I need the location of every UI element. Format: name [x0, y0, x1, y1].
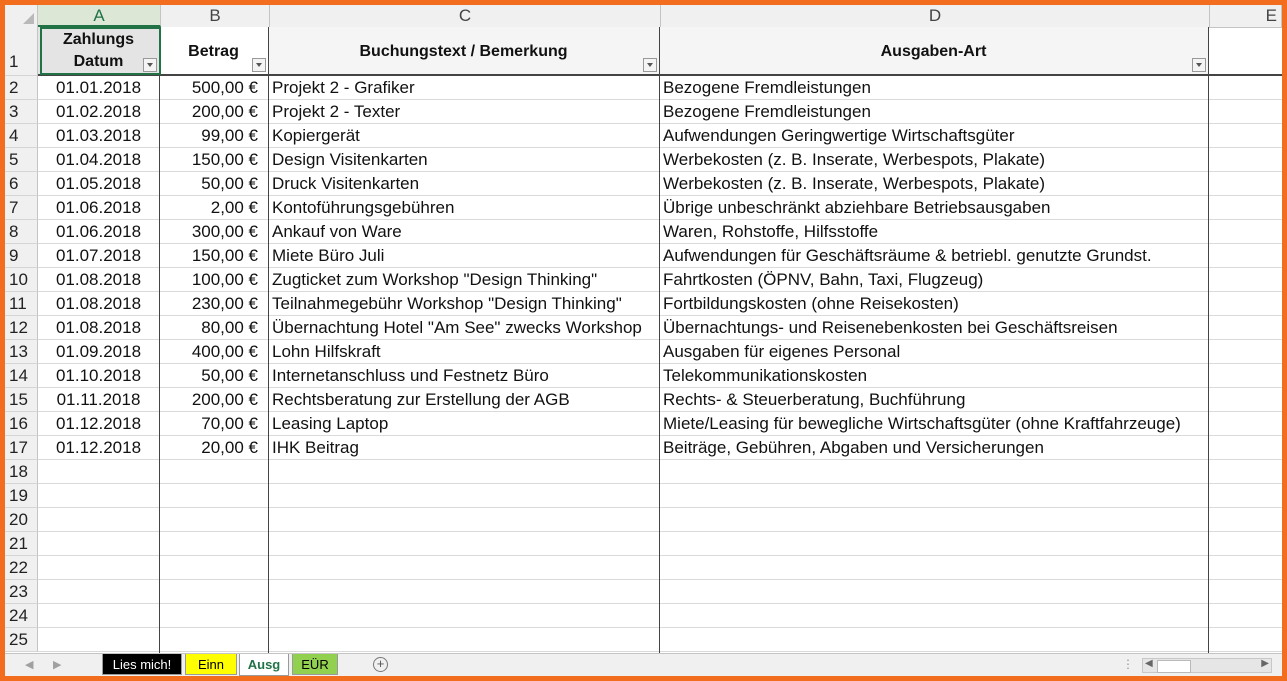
- cell-amount[interactable]: 50,00 €: [201, 174, 258, 193]
- row-header-19[interactable]: 19: [5, 484, 38, 508]
- cell-amount[interactable]: 200,00 €: [191, 102, 258, 121]
- cell-expense-type[interactable]: [659, 628, 1208, 651]
- table-row: [38, 124, 1282, 148]
- cell-booking-text[interactable]: Übernachtung Hotel "Am See" zwecks Workshop: [272, 318, 642, 337]
- cell-empty[interactable]: [1208, 364, 1282, 387]
- cell-amount[interactable]: [159, 460, 268, 483]
- cell-amount[interactable]: 70,00 €: [201, 414, 258, 433]
- table-row: [38, 436, 1282, 460]
- cell-amount[interactable]: 50,00 €: [201, 366, 258, 385]
- row-header-9[interactable]: 9: [5, 244, 38, 268]
- table-row: [38, 460, 1282, 484]
- cell-booking-text[interactable]: Miete Büro Juli: [272, 246, 385, 265]
- cell-booking-text[interactable]: Rechtsberatung zur Erstellung der AGB: [272, 390, 570, 409]
- cell-empty[interactable]: [1208, 580, 1282, 603]
- cell-booking-text[interactable]: IHK Beitrag: [272, 438, 359, 457]
- cell-amount[interactable]: 80,00 €: [201, 318, 258, 337]
- cell-amount[interactable]: 20,00 €: [201, 438, 258, 457]
- cell-empty[interactable]: [1208, 340, 1282, 363]
- cell-expense-type[interactable]: Aufwendungen Geringwertige Wirtschaftsgüter: [663, 126, 1015, 145]
- table-row: [38, 580, 1282, 604]
- add-sheet-icon[interactable]: +: [373, 657, 388, 672]
- cell-expense-type[interactable]: Werbekosten (z. B. Inserate, Werbespots, Plakate): [663, 174, 1046, 193]
- cell-booking-text[interactable]: Ankauf von Ware: [272, 222, 402, 241]
- spreadsheet-window: [5, 5, 1282, 676]
- cell-date[interactable]: 01.12.2018: [55, 414, 142, 433]
- sheet-tab-0[interactable]: Lies mich!: [102, 654, 182, 675]
- cell-expense-type[interactable]: [659, 604, 1208, 627]
- row-header-22[interactable]: 22: [5, 556, 38, 580]
- cell-date[interactable]: [38, 556, 159, 579]
- row-header-2[interactable]: 2: [5, 76, 38, 100]
- cell-amount[interactable]: 500,00 €: [191, 78, 258, 97]
- cell-booking-text[interactable]: Leasing Laptop: [272, 414, 389, 433]
- cell-date[interactable]: 01.08.2018: [55, 294, 142, 313]
- cell-empty[interactable]: [1208, 316, 1282, 339]
- column-border-d: [1208, 27, 1209, 653]
- cell-date[interactable]: 01.09.2018: [55, 342, 142, 361]
- cell-empty[interactable]: [1208, 436, 1282, 459]
- cell-date[interactable]: 01.02.2018: [55, 102, 142, 121]
- cell-date[interactable]: 01.04.2018: [55, 150, 142, 169]
- scroll-left-icon[interactable]: ◀: [1145, 658, 1153, 669]
- row-header-24[interactable]: 24: [5, 604, 38, 628]
- cell-expense-type[interactable]: Übernachtungs- und Reisenebenkosten bei Geschäftsreisen: [663, 318, 1118, 337]
- row-header-25[interactable]: 25: [5, 628, 38, 652]
- cell-expense-type[interactable]: Bezogene Fremdleistungen: [663, 78, 871, 97]
- header-cell-ausgaben-art[interactable]: [659, 27, 1208, 74]
- cell-amount[interactable]: [159, 604, 268, 627]
- cell-date[interactable]: 01.01.2018: [55, 78, 142, 97]
- cell-booking-text[interactable]: [268, 508, 659, 531]
- cell-expense-type[interactable]: Ausgaben für eigenes Personal: [663, 342, 901, 361]
- cell-booking-text[interactable]: Projekt 2 - Texter: [272, 102, 401, 121]
- cell-amount[interactable]: 150,00 €: [191, 150, 258, 169]
- cell-empty[interactable]: [1208, 460, 1282, 483]
- cell-date[interactable]: [38, 628, 159, 651]
- cell-date[interactable]: 01.07.2018: [55, 246, 142, 265]
- table-row: [38, 628, 1282, 652]
- sheet-tab-3[interactable]: EÜR: [292, 654, 338, 675]
- column-border-a: [159, 27, 160, 653]
- table-row: [38, 172, 1282, 196]
- cell-expense-type[interactable]: Fahrtkosten (ÖPNV, Bahn, Taxi, Flugzeug): [663, 270, 984, 289]
- cell-booking-text[interactable]: [268, 556, 659, 579]
- horizontal-scrollbar[interactable]: [1142, 658, 1272, 673]
- row-header-3[interactable]: 3: [5, 100, 38, 124]
- splitter-dots-icon[interactable]: ⋮: [1122, 657, 1134, 671]
- cell-empty[interactable]: [1208, 196, 1282, 219]
- cell-empty[interactable]: [1208, 388, 1282, 411]
- cell-amount[interactable]: 100,00 €: [191, 270, 258, 289]
- prev-sheet-icon[interactable]: ◀: [25, 659, 34, 671]
- column-header-a[interactable]: A: [38, 5, 161, 27]
- cell-date[interactable]: 01.11.2018: [56, 390, 141, 409]
- cell-date[interactable]: [38, 484, 159, 507]
- header-cell-betrag[interactable]: [159, 27, 268, 74]
- table-row: [38, 388, 1282, 412]
- row-header-17[interactable]: 17: [5, 436, 38, 460]
- scrollbar-thumb[interactable]: [1157, 660, 1191, 673]
- row-header-6[interactable]: 6: [5, 172, 38, 196]
- cell-amount[interactable]: 300,00 €: [191, 222, 258, 241]
- column-header-d[interactable]: D: [661, 5, 1210, 27]
- cell-empty[interactable]: [1208, 220, 1282, 243]
- cell-empty[interactable]: [1208, 124, 1282, 147]
- filter-dropdown-icon[interactable]: [1192, 58, 1206, 72]
- table-row: [38, 556, 1282, 580]
- cell-booking-text[interactable]: [268, 460, 659, 483]
- row-header-7[interactable]: 7: [5, 196, 38, 220]
- cell-amount[interactable]: [159, 556, 268, 579]
- row-header-1[interactable]: 1: [5, 27, 38, 76]
- cell-booking-text[interactable]: [268, 580, 659, 603]
- select-all-corner[interactable]: [5, 5, 38, 27]
- row-header-23[interactable]: 23: [5, 580, 38, 604]
- header-cell-zahlungs-datum[interactable]: [38, 27, 159, 74]
- cell-empty[interactable]: [1208, 100, 1282, 123]
- column-border-b: [268, 27, 269, 653]
- cell-empty[interactable]: [1208, 172, 1282, 195]
- cell-booking-text[interactable]: Internetanschluss und Festnetz Büro: [272, 366, 549, 385]
- column-header-c[interactable]: C: [270, 5, 661, 27]
- row-header-8[interactable]: 8: [5, 220, 38, 244]
- next-sheet-icon[interactable]: ▶: [53, 659, 62, 671]
- table-row: [38, 484, 1282, 508]
- table-row: [38, 292, 1282, 316]
- cell-amount[interactable]: 2,00 €: [210, 198, 258, 217]
- column-header-e[interactable]: E: [1210, 5, 1282, 27]
- cell-expense-type[interactable]: Rechts- & Steuerberatung, Buchführung: [663, 390, 966, 409]
- row-header-13[interactable]: 13: [5, 340, 38, 364]
- cell-empty[interactable]: [1208, 412, 1282, 435]
- table-row: [38, 76, 1282, 100]
- table-header-row: [38, 27, 1282, 76]
- table-row: [38, 220, 1282, 244]
- cell-date[interactable]: 01.08.2018: [55, 270, 142, 289]
- cell-expense-type[interactable]: Werbekosten (z. B. Inserate, Werbespots, Plakate): [663, 150, 1046, 169]
- cell-amount[interactable]: 150,00 €: [191, 246, 258, 265]
- cell-amount[interactable]: 99,00 €: [201, 126, 258, 145]
- cell-empty[interactable]: [1208, 484, 1282, 507]
- table-row: [38, 508, 1282, 532]
- cell-expense-type[interactable]: [659, 580, 1208, 603]
- cell-amount[interactable]: 230,00 €: [191, 294, 258, 313]
- column-header-bar: [5, 5, 1282, 28]
- cell-date[interactable]: 01.06.2018: [55, 222, 142, 241]
- cell-empty[interactable]: [1208, 268, 1282, 291]
- row-header-12[interactable]: 12: [5, 316, 38, 340]
- cell-booking-text[interactable]: Design Visitenkarten: [272, 150, 428, 169]
- cell-expense-type[interactable]: [659, 556, 1208, 579]
- cell-amount[interactable]: 400,00 €: [191, 342, 258, 361]
- sheet-tab-bar: [5, 653, 1282, 676]
- cell-expense-type[interactable]: Beiträge, Gebühren, Abgaben und Versicherungen: [663, 438, 1044, 457]
- cell-empty[interactable]: [1208, 628, 1282, 651]
- row-header-5[interactable]: 5: [5, 148, 38, 172]
- row-header-11[interactable]: 11: [5, 292, 38, 316]
- cell-expense-type[interactable]: Miete/Leasing für bewegliche Wirtschaftsgüter (ohne Kraftfahrzeuge): [663, 414, 1181, 433]
- row-header-16[interactable]: 16: [5, 412, 38, 436]
- cell-booking-text[interactable]: Kopiergerät: [272, 126, 360, 145]
- table-row: [38, 148, 1282, 172]
- table-row: [38, 244, 1282, 268]
- cell-booking-text[interactable]: Projekt 2 - Grafiker: [272, 78, 415, 97]
- cell-date[interactable]: [38, 460, 159, 483]
- cell-booking-text[interactable]: [268, 532, 659, 555]
- cell-amount[interactable]: 200,00 €: [191, 390, 258, 409]
- cell-expense-type[interactable]: Bezogene Fremdleistungen: [663, 102, 871, 121]
- cell-amount[interactable]: [159, 580, 268, 603]
- scroll-right-icon[interactable]: ▶: [1261, 658, 1269, 669]
- cell-date[interactable]: 01.05.2018: [55, 174, 142, 193]
- cell-booking-text[interactable]: Kontoführungsgebühren: [272, 198, 455, 217]
- header-text: Ausgaben-Art: [880, 43, 987, 60]
- row-header-10[interactable]: 10: [5, 268, 38, 292]
- row-header-20[interactable]: 20: [5, 508, 38, 532]
- column-header-b[interactable]: B: [161, 5, 270, 27]
- cell-expense-type[interactable]: Waren, Rohstoffe, Hilfsstoffe: [663, 222, 879, 241]
- filter-dropdown-icon[interactable]: [143, 58, 157, 72]
- header-text: Betrag: [188, 43, 239, 60]
- cell-empty[interactable]: [1208, 556, 1282, 579]
- row-header-4[interactable]: 4: [5, 124, 38, 148]
- table-row: [38, 340, 1282, 364]
- cell-expense-type[interactable]: Übrige unbeschränkt abziehbare Betriebsausgaben: [663, 198, 1051, 217]
- table-row: [38, 196, 1282, 220]
- header-cell-buchungstext[interactable]: [268, 27, 659, 74]
- cell-empty[interactable]: [1208, 532, 1282, 555]
- cell-date[interactable]: 01.03.2018: [55, 126, 142, 145]
- row-header-21[interactable]: 21: [5, 532, 38, 556]
- cell-empty[interactable]: [1208, 148, 1282, 171]
- sheet-tab-2[interactable]: Ausg: [239, 654, 289, 676]
- header-text-line2: Datum: [73, 53, 124, 70]
- cell-expense-type[interactable]: [659, 508, 1208, 531]
- column-border-c: [659, 27, 660, 653]
- cell-date[interactable]: [38, 508, 159, 531]
- cell-amount[interactable]: [159, 532, 268, 555]
- cell-date[interactable]: 01.08.2018: [55, 318, 142, 337]
- cell-expense-type[interactable]: [659, 532, 1208, 555]
- cell-empty[interactable]: [1208, 508, 1282, 531]
- cell-booking-text[interactable]: [268, 604, 659, 627]
- table-row: [38, 268, 1282, 292]
- cell-expense-type[interactable]: Aufwendungen für Geschäftsräume & betriebl. genutzte Grundst.: [663, 246, 1152, 265]
- cell-amount[interactable]: [159, 484, 268, 507]
- row-header-15[interactable]: 15: [5, 388, 38, 412]
- cell-amount[interactable]: [159, 508, 268, 531]
- cell-booking-text[interactable]: Teilnahmegebühr Workshop "Design Thinking": [272, 294, 622, 313]
- cell-booking-text[interactable]: [268, 628, 659, 651]
- table-row: [38, 532, 1282, 556]
- row-header-14[interactable]: 14: [5, 364, 38, 388]
- cell-amount[interactable]: [159, 628, 268, 651]
- cell-empty[interactable]: [1208, 76, 1282, 99]
- table-row: [38, 604, 1282, 628]
- cell-expense-type[interactable]: [659, 460, 1208, 483]
- table-row: [38, 100, 1282, 124]
- sheet-tab-1[interactable]: Einn: [185, 654, 237, 675]
- cell-booking-text[interactable]: Druck Visitenkarten: [272, 174, 420, 193]
- cell-empty[interactable]: [1208, 292, 1282, 315]
- cell-empty[interactable]: [1208, 604, 1282, 627]
- header-text: Buchungstext / Bemerkung: [359, 43, 568, 60]
- cell-date[interactable]: [38, 580, 159, 603]
- cell-expense-type[interactable]: [659, 484, 1208, 507]
- cell-booking-text[interactable]: [268, 484, 659, 507]
- table-row: [38, 316, 1282, 340]
- cell-date[interactable]: 01.10.2018: [55, 366, 142, 385]
- table-row: [38, 364, 1282, 388]
- cell-expense-type[interactable]: Fortbildungskosten (ohne Reisekosten): [663, 294, 959, 313]
- cell-date[interactable]: 01.12.2018: [55, 438, 142, 457]
- cell-date[interactable]: [38, 532, 159, 555]
- cell-booking-text[interactable]: Lohn Hilfskraft: [272, 342, 381, 361]
- cell-date[interactable]: [38, 604, 159, 627]
- cell-booking-text[interactable]: Zugticket zum Workshop "Design Thinking": [272, 270, 598, 289]
- cell-date[interactable]: 01.06.2018: [55, 198, 142, 217]
- cell-empty[interactable]: [1208, 244, 1282, 267]
- row-header-18[interactable]: 18: [5, 460, 38, 484]
- cell-expense-type[interactable]: Telekommunikationskosten: [663, 366, 868, 385]
- filter-dropdown-icon[interactable]: [252, 58, 266, 72]
- table-row: [38, 412, 1282, 436]
- header-text-line1: Zahlungs: [62, 31, 135, 48]
- filter-dropdown-icon[interactable]: [643, 58, 657, 72]
